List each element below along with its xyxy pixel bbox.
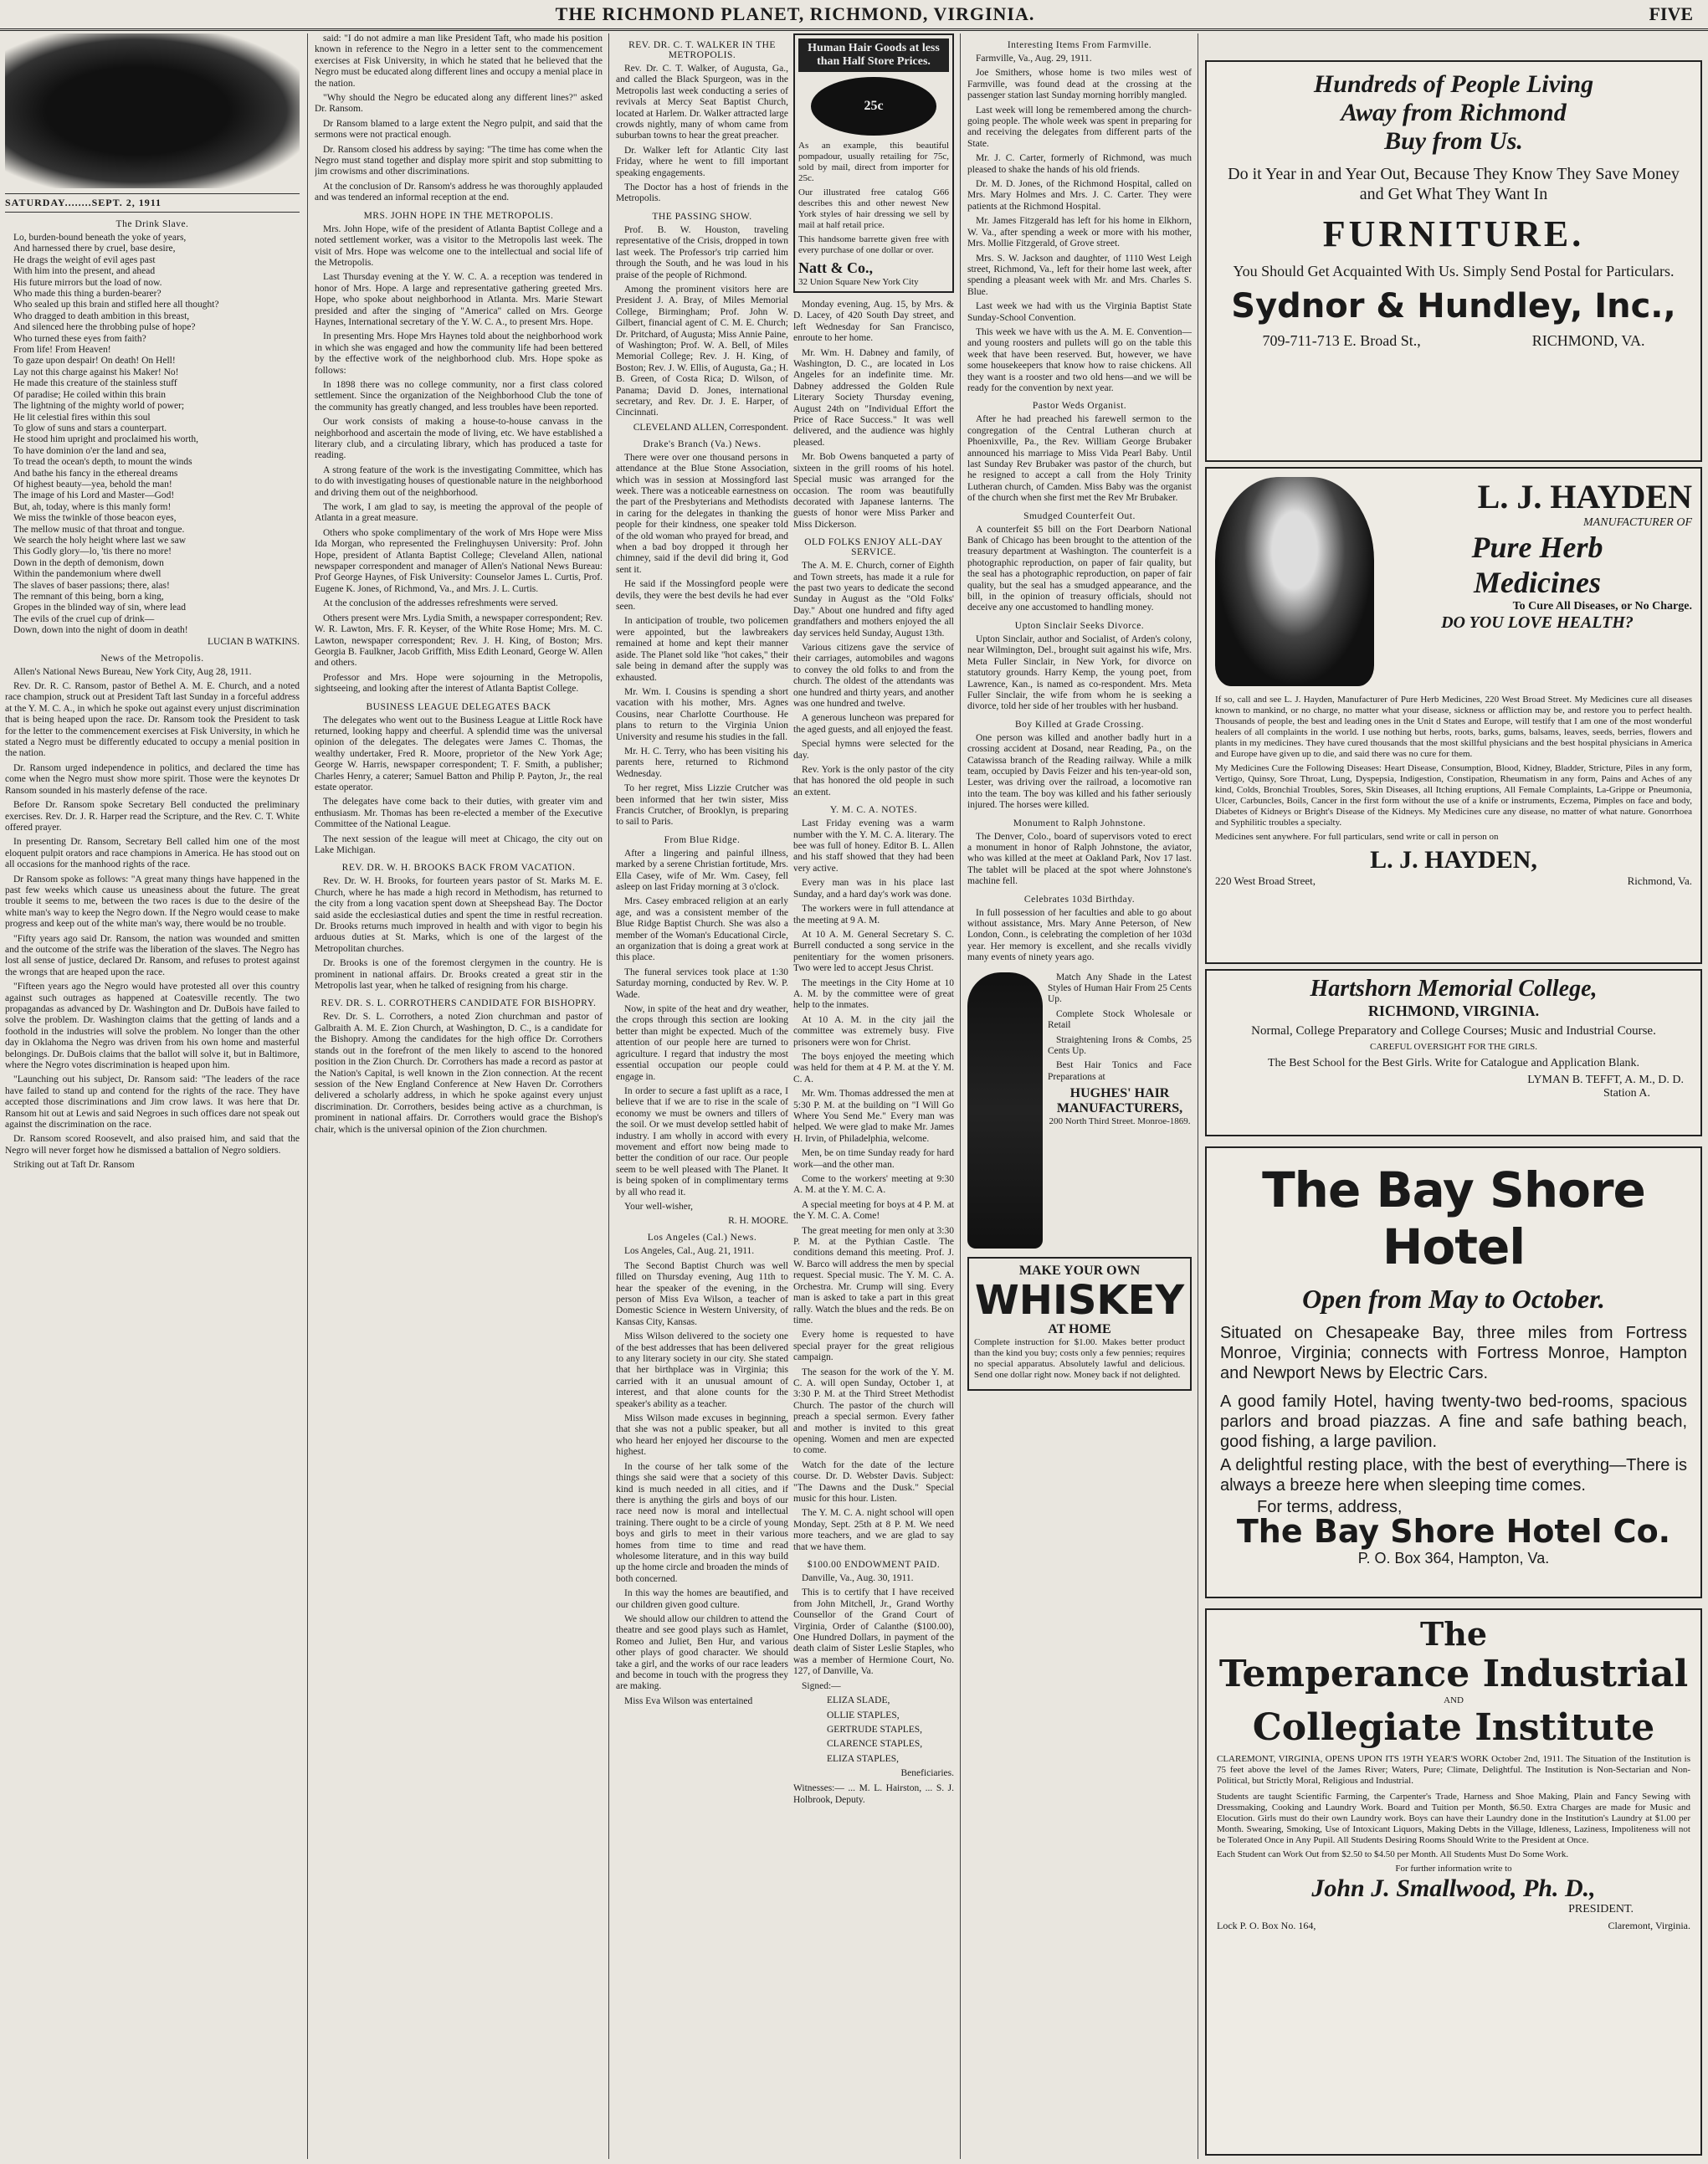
- news-metropolis-body: [5, 667, 300, 1172]
- blue-ridge-byline: R. H. MOORE.: [728, 1216, 788, 1227]
- paragraph: Rev. Dr. S. L. Corrothers, a noted Zion churchman and pastor of Galbraith A. M. E. Zion Church, at Washington, D. C., is a candidate for the Bishopry. Among the candidates for the high office Dr. Corrothers stands out in the forefront of the men likely to ascend to the honored position in the Zion Church. Dr. Corrothers has made a record as pastor at the Nation's Capital, is well known in the Zion connection. At the recent session of the New England Conference at New Haven Dr. Corrothers delivered a scholarly address, in which he spoke against every unjust discrimination. Dr. Corrothers, besides being active as a churchman, is prominent in national affairs. Dr. Corrothers would grace the Bishop's chair, which is the universal opinion of the Zion churchmen.: [315, 1012, 603, 1135]
- hartshorn-school: The Best School for the Best Girls. Write for Catalogue and Application Blank.: [1268, 1057, 1639, 1069]
- temperance-text2: Students are taught Scientific Farming, the Carpenter's Trade, Harness and Shoe Making, Plain and Fancy Sewing with Dressmaking, Cooking and Laundry Work. Board and Tuition per Month, $6.50. Extra Charges are made for Music and Elocution. Girls must do their own Laundry work. Boys can have their Laundry done in the Institution's Laundry at $1.00 per Month. Swearing, Smoking, Use of Intoxicant Liquors, Making Debts in the Village, Idleness, Laziness, Impoliteness will not be Tolerated Once in Any Pupil. All Students Desiring Rooms Should Write to the President at Once.: [1217, 1792, 1690, 1845]
- poem-line: He lit celestial fires within this soul: [13, 412, 151, 423]
- poem-line: Who turned these eyes from faith?: [13, 333, 146, 344]
- paragraph: Last week will long be remembered among the church-going people. The whole week was spent in preparing for and receiving the delegates from different parts of the State.: [967, 105, 1192, 149]
- paragraph: Every home is requested to have special prayer for the great religious campaign.: [793, 1330, 954, 1363]
- natt-firm: Natt & Co.,: [798, 259, 873, 276]
- paragraph: In full possession of her faculties and able to go about without assistance, Mrs. Mary Anne Peterson, of New London, Conn., is celebrating the completion of her 103d year. Her memory is excellent, and she recalls vividly many events of ninety years ago.: [967, 907, 1192, 963]
- paragraph: Mr. Wm. Thomas addressed the men at 5:30 P. M. at the building on "I Will Go Where You Send Me." Every man was helped. We were glad to make Mr. James H. Irvin, of Philadelphia, welcome.: [793, 1089, 954, 1144]
- column-4: [793, 33, 954, 2159]
- paragraph: The Denver, Colo., board of supervisors voted to erect a monument in honor of Ralph Johnstone, the aviator, who was killed at the meet at Oakland Park, Nov 17 last. The tablet will be placed at the spot where Johnstone's machine fell.: [967, 831, 1192, 887]
- hughes-lines: [1048, 972, 1192, 1084]
- hartshorn-text: Normal, College Preparatory and College Courses; Music and Industrial Course.: [1251, 1024, 1656, 1038]
- hayden-cures: To Cure All Diseases, or No Charge.: [1512, 600, 1692, 613]
- paragraph: Monday evening, Aug. 15, by Mrs. & D. Lacey, of 420 South Day street, and left Wednesday for San Francisco, enroute to her home.: [793, 300, 954, 344]
- page-number: FIVE: [1649, 3, 1693, 24]
- passing-body: [616, 225, 788, 419]
- paragraph: Mr. Wm. I. Cousins is spending a short vacation with his mother, Mrs. Agnes Cousins, near Charlotte Courthouse. He plans to return to the Virginia Union University and resume his studies in the fall.: [616, 686, 788, 742]
- hartshorn-president: LYMAN B. TEFFT, A. M., D. D.: [1527, 1074, 1684, 1086]
- endowment-body: [793, 1573, 954, 1692]
- paragraph: To her regret, Miss Lizzie Crutcher was been informed that her twin sister, Miss Francis Crutcher, of Brooklyn, is preparing to sail to Paris.: [616, 783, 788, 828]
- poem-line: Of paradise; He coiled within this brain: [13, 389, 167, 400]
- paragraph: After a lingering and painful illness, marked by a serene Christian fortitude, Mrs. Ella Casey, wife of Mr. Wm. Casey, fell asleep on last Friday morning at 3 o'clock.: [616, 848, 788, 892]
- paragraph: A strong feature of the work is the investigating Committee, which has to do with investigating houses of questionable nature in the neighborhood and driving them out of the neighborhood.: [315, 464, 603, 498]
- paragraph: Miss Wilson made excuses in beginning, that she was not a public speaker, but all who heard her enjoyed her discourse to the highest.: [616, 1413, 788, 1458]
- paragraph: Los Angeles, Cal., Aug. 21, 1911.: [624, 1246, 755, 1257]
- poem-line: He stood him upright and proclaimed his worth,: [13, 434, 199, 445]
- poem-line: To tread the ocean's depth, to mount the winds: [13, 457, 192, 468]
- issue-date: SATURDAY........SEPT. 2, 1911: [5, 193, 300, 213]
- endowment-beneficiaries: Beneficiaries.: [900, 1768, 954, 1779]
- paragraph: A generous luncheon was prepared for the aged guests, and all enjoyed the feast.: [793, 713, 954, 735]
- paragraph: Dr. Walker left for Atlantic City last Friday, where he went to fill important speaking engagements.: [616, 145, 788, 178]
- poem-line: To gaze upon despair! On death! On Hell!: [13, 356, 176, 367]
- drakes-body: [616, 453, 788, 828]
- poem-line: His future mirrors but the load of now.: [13, 277, 162, 288]
- temperance-president: John J. Smallwood, Ph. D.,: [1311, 1874, 1596, 1902]
- hayden-question: DO YOU LOVE HEALTH?: [1441, 613, 1634, 632]
- paragraph: Rev. Dr. R. C. Ransom, pastor of Bethel A. M. E. Church, and a noted race champion, struck out at President Taft last Sunday in a forceful address at the Y. M. C. A., in which he spoke out against every unjust discrimination that is being heaped upon the race. Dr. Ransom took the President to task for the letter to the commencement exercises at Fisk University, in which he stated a Negro must be differently educated to occupy a menial position in the nation.: [5, 681, 300, 759]
- sydnor-furniture: FURNITURE.: [1322, 213, 1585, 254]
- masthead-title: THE RICHMOND PLANET, RICHMOND, VIRGINIA.: [555, 3, 1035, 24]
- bayshore-company: The Bay Shore Hotel Co.: [1236, 1513, 1671, 1551]
- bayshore-terms: For terms, address,: [1257, 1498, 1403, 1516]
- league-body: [315, 715, 603, 857]
- paragraph: Danville, Va., Aug. 30, 1911.: [802, 1573, 914, 1584]
- paragraph: Prof. B. W. Houston, traveling representative of the Crisis, dropped in town last week. The Professor's trip carried him through the South, and he was loud in his praise of the people of Richmond.: [616, 224, 788, 280]
- farmville-title: Interesting Items From Farmville.: [1007, 40, 1152, 50]
- paragraph: Striking out at Taft Dr. Ransom: [13, 1160, 135, 1171]
- paragraph: Men, be on time Sunday ready for hard work—and the other man.: [793, 1148, 954, 1170]
- paragraph: Others present were Mrs. Lydia Smith, a newspaper correspondent; Rev. W. R. Lawton, Mrs. F. R. Keyser, of the White Rose Home; Mrs. M. C. Lawton, newspaper correspondent; Rev. J. H. King, of Boston; Mrs. Georgia B. Faulkner, Jacob Griffith, Miss Edith Leonard, George W. Allen and others.: [315, 613, 603, 669]
- paragraph: Allen's National News Bureau, New York City, Aug 28, 1911.: [13, 666, 252, 677]
- paragraph: Your well-wisher,: [624, 1201, 694, 1212]
- hope-title: MRS. JOHN HOPE IN THE METROPOLIS.: [363, 210, 554, 221]
- portrait-icon: [1215, 477, 1374, 686]
- boy-title: Boy Killed at Grade Crossing.: [1014, 719, 1145, 730]
- temperance-text: CLAREMONT, VIRGINIA, OPENS UPON ITS 19TH YEAR'S WORK October 2nd, 1911. The Situation of the Institution is 75 feet above the level of the James River; Waters, Pure; Climate, Delightful. The Institution is Non-Sectarian and Non-Political, but Strictly Moral, Religious and Industrial.: [1217, 1754, 1690, 1786]
- paragraph: Best Hair Tonics and Face Preparations at: [1048, 1060, 1192, 1082]
- paragraph: At 10 A. M. General Secretary S. C. Burrell conducted a song service in the penitentiary for the women prisoners. Two were led to accept Jesus Christ.: [793, 929, 954, 974]
- hayden-line2: Medicines: [1474, 566, 1601, 599]
- poem-line: And silenced here the throbbing pulse of hope?: [13, 322, 196, 333]
- whiskey-ad: [967, 1257, 1192, 1391]
- paragraph: Watch for the date of the lecture course. Dr. D. Webster Davis. Subject: "The Dawns and the Dusk." Special music for this hour. Listen.: [793, 1459, 954, 1504]
- paragraph: Various citizens gave the service of their carriages, automobiles and wagons to convey the old folks to and from the church. The oldest of the attendants was one hundred and thirty years, and another was one hundred and twelve.: [793, 642, 954, 709]
- poem-line: The image of his Lord and Master—God!: [13, 490, 175, 501]
- bayshore-ad: [1205, 1146, 1702, 1598]
- paragraph: Every man was in his place last Sunday, and a hard day's work was done.: [793, 878, 954, 900]
- corrothers-body: [315, 1012, 603, 1135]
- brooks-title: REV. DR. W. H. BROOKS BACK FROM VACATION.: [341, 863, 576, 874]
- whiskey-text: Complete instruction for $1.00. Makes better product than the kind you buy; costs only a few pennies; requires no special apparatus. Absolutely lawful and delicious. Send one dollar right now. Money back if not delighted.: [974, 1336, 1185, 1380]
- paragraph: Mr. Wm. H. Dabney and family, of Washington, D. C., are located in Los Angeles for an indefinite time. Mr. Dabney addressed the Golden Rule Literary Society Thursday evening, August 24th on "Individual Effort the Price of Race Success." It was well delivered, and the audience was highly pleased.: [793, 347, 954, 448]
- hartshorn-oversight: CAREFUL OVERSIGHT FOR THE GIRLS.: [1370, 1042, 1537, 1052]
- poem-line: The evils of the cruel cup of drink—: [13, 613, 155, 624]
- hartshorn-name: Hartshorn Memorial College,: [1310, 976, 1598, 1002]
- poem-line: Of highest beauty—yea, behold the man!: [13, 479, 172, 490]
- temperance-the: The: [1419, 1615, 1488, 1653]
- temperance-line1: Temperance Industrial: [1218, 1653, 1689, 1695]
- whiskey-line1: MAKE YOUR OWN: [1018, 1263, 1141, 1278]
- paragraph: Upton Sinclair, author and Socialist, of Arden's colony, near Wilmington, Del., brought suit against his wife, Mrs. Meta Fuller Sinclair, in New York, for divorce on statutory grounds. Harry Kemp, the young poet, from Lawrence, Kan., is named as co-respondent. Mrs. Meta Fuller Sinclair, the wife from whom he is seeking a divorce, told her side of her troubles with her husband.: [967, 633, 1192, 712]
- sydnor-line3: Buy from Us.: [1384, 127, 1523, 155]
- paragraph: Straightening Irons & Combs, 25 Cents Up.: [1048, 1034, 1192, 1057]
- hayden-ad: [1205, 467, 1702, 964]
- poem-line: He drags the weight of evil ages past: [13, 254, 156, 265]
- sydnor-line2: Away from Richmond: [1341, 99, 1567, 126]
- poem-line: Down in the depth of demonism, down: [13, 557, 164, 568]
- paragraph: Mr. James Fitzgerald has left for his home in Elkhorn, W. Va., after spending a week or more with his mother, Mrs. Mollie Fitzgerald, of Grove street.: [967, 216, 1192, 249]
- paragraph: Rev. Dr. W. H. Brooks, for fourteen years pastor of St. Marks M. E. Church, where he has made a high record in Methodism, has returned to the city from a long vacation spent down at Sheepshead Bay. The Doctor said aside the ecclesiastical duties and spent the time in restful recreation. Dr. Brooks returns much improved in health and with vigor to begin his arduous duties at St. Marks, which is one of the largest of the Metropolitan churches.: [315, 876, 603, 954]
- paragraph: ELIZA STAPLES,: [827, 1753, 899, 1764]
- blue-ridge-title: From Blue Ridge.: [664, 834, 741, 845]
- poem-title: The Drink Slave.: [115, 219, 189, 229]
- poem-line: From life! From Heaven!: [13, 345, 111, 356]
- whiskey-line2: WHISKEY: [974, 1276, 1185, 1324]
- news-metropolis-title: News of the Metropolis.: [100, 653, 204, 664]
- paragraph: In 1898 there was no college community, nor a first class colored settlement. Since the organization of the Neighborhood Club the tone of the community has greatly changed, and less troubles have been reported.: [315, 379, 603, 413]
- farmville-body: [967, 54, 1192, 394]
- poem-line: We search the holy height where last we saw: [13, 535, 187, 546]
- paragraph: "Fifty years ago said Dr. Ransom, the nation was wounded and smitten and the outcome of the strife was the liberation of the slaves. The Negro has lost all sense of justice, declared Dr. Ransom, and refuses to protest against the wrongs that are heaped upon the race.: [5, 933, 300, 977]
- hayden-address: 220 West Broad Street,: [1215, 874, 1316, 887]
- poem-line: Down, down into the night of doom in death!: [13, 625, 188, 636]
- hayden-name2: L. J. HAYDEN,: [1370, 846, 1537, 874]
- paragraph: The boys enjoyed the meeting which was held for them at 4 P. M. at the Y. M. C. A.: [793, 1051, 954, 1085]
- paragraph: Professor and Mrs. Hope were sojourning in the Metropolis, sightseeing, and looking after the interest of Atlanta Baptist College.: [315, 672, 603, 695]
- poem-line: And bathe his fancy in the ethereal dreams: [13, 468, 178, 479]
- paragraph: Dr Ransom blamed to a large extent the Negro pulpit, and said that the sermons were not practical enough.: [315, 118, 603, 141]
- paragraph: Mr. Bob Owens banqueted a party of sixteen in the grill rooms of his hotel. Special music was arranged for the occasion. The room was beautifully decorated with Japanese lanterns. The guests of honor were Miss Parker and Miss Dickerson.: [793, 452, 954, 530]
- paragraph: A special meeting for boys at 4 P. M. at the Y. M. C. A. Come!: [793, 1199, 954, 1222]
- paragraph: Complete Stock Wholesale or Retail: [1048, 1008, 1192, 1031]
- counterfeit-title: Smudged Counterfeit Out.: [1023, 510, 1136, 521]
- paragraph: Dr. M. D. Jones, of the Richmond Hospital, called on Mrs. Mary Holmes and Mrs. J. C. Carter. They were patients at the Richmond Hospital.: [967, 179, 1192, 212]
- drakes-title: Drake's Branch (Va.) News.: [643, 438, 762, 449]
- paragraph: ELIZA SLADE,: [827, 1695, 890, 1706]
- paragraph: We should allow our children to attend the theatre and see good plays such as Hamlet, Romeo and Juliet, Ben Hur, and various other plays of good character. We should take a girl, and the works of our race leaders and become in touch with the progress they are making.: [616, 1613, 788, 1692]
- paragraph: Mrs. John Hope, wife of the president of Atlanta Baptist College and a noted settlement worker, was a visitor to the Metropolis last week. The visit of Mrs. Hope was welcome one to the intellectual and social life of the Metropolis.: [315, 223, 603, 268]
- natt-barrette: This handsome barrette given free with every purchase of one dollar or over.: [798, 234, 949, 255]
- paragraph: In presenting Dr. Ransom, Secretary Bell called him one of the most eloquent pulpit orators and race champions in America. He has stood out on all occasions for the manhood rights of the race.: [5, 837, 300, 870]
- ymca-body: [793, 818, 954, 1553]
- organist-body: [967, 414, 1192, 504]
- temperance-line2: Collegiate Institute: [1252, 1706, 1655, 1749]
- hayden-city: Richmond, Va.: [1627, 874, 1692, 887]
- paragraph: Joe Smithers, whose home is two miles west of Farmville, was found dead at the crossing at the passenger station last Sunday morning horribly mangled.: [967, 68, 1192, 101]
- masthead: [0, 0, 1708, 31]
- paragraph: Mrs. S. W. Jackson and daughter, of 1110 West Leigh street, Richmond, Va., left for their home last week, after spending a pleasant week with Mr. and Mrs. Charles S. Blue.: [967, 253, 1192, 297]
- paragraph: Dr. Brooks is one of the foremost clergymen in the country. He is prominent in national affairs. Dr. Brooks created a great stir in the Metropolis last year, when he talked of resigning from his charge.: [315, 958, 603, 992]
- paragraph: The meetings in the City Home at 10 A. M. by the committee were of great help to the inmates.: [793, 977, 954, 1011]
- poem-author: LUCIAN B WATKINS.: [208, 636, 300, 647]
- whiskey-line3: AT HOME: [1048, 1321, 1111, 1336]
- hughes-firm: HUGHES' HAIR MANUFACTURERS,: [1056, 1086, 1183, 1116]
- sydnor-ad: [1205, 60, 1702, 462]
- paragraph: The A. M. E. Church, corner of Eighth and Town streets, has made it a rule for the past two years to dedicate the second Sunday in August as the "Old Folks' Day." About one hundred and fifty aged grandfathers and mothers enjoyed the all day services held Sunday, August 13th.: [793, 561, 954, 638]
- celebrates-body: [967, 908, 1192, 964]
- natt-headline: Human Hair Goods at less than Half Store Prices.: [798, 38, 949, 72]
- paragraph: Miss Eva Wilson was entertained: [624, 1695, 753, 1706]
- paragraph: The workers were in full attendance at the meeting at 9 A. M.: [793, 904, 954, 926]
- hope-body: [315, 224, 603, 695]
- paragraph: said: "I do not admire a man like President Taft, who made his position known in reference to the Negro in a letter sent to the commencement exercises at Fisk University, in which he stated that he believed that the Negro must be educated along different lines and occupy a menial place in the nation.: [315, 33, 603, 89]
- poem-line: The mellow music of that throat and tongue.: [13, 524, 185, 535]
- bayshore-title: The Bay Shore Hotel: [1262, 1161, 1645, 1275]
- paragraph: The Second Baptist Church was well filled on Thursday evening, Aug 11th to hear the speaker of the evening, in the person of Miss Eva Wilson, a teacher of Domestic Science in Western University, of Kansas City, Kansas.: [616, 1260, 788, 1327]
- hughes-address: 200 North Third Street. Monroe-1869.: [1049, 1116, 1191, 1127]
- paragraph: "Fifteen years ago the Negro would have protested all over this country against such outrages as happened at Coatesville recently. The two propagandas as advanced by Dr. Washington and Dr. DuBois have failed to solve the problem. Dr. Washington claims that the getting of lands and a foothold in the industries will solve the problem. No longer than the other day in Oklahoma the Negro was driven from his own home and masterful belongings. Dr. DuBois claims that the ballot will solve it, but in Baltimore, where the Negro votes discrimination is heaped upon him.: [5, 982, 300, 1071]
- monument-body: [967, 832, 1192, 888]
- natt-text: As an example, this beautiful pompadour, usually retailing for 75c, sold by mail, direct from importer for 25c.: [798, 141, 949, 183]
- column-3: [616, 33, 788, 2159]
- paragraph: The great meeting for men only at 3:30 P. M. at the Pythian Castle. The conditions demand this meeting. Prof. J. W. Barco will address the men by special request. Special music. The Y. M. C. A. Orchestra. Mr. Crump will sing. Every man is asked to take a part in this great rally. Watch the blues and the reds. Be on time.: [793, 1225, 954, 1326]
- temperance-ad: [1205, 1608, 1702, 2156]
- column-2: [315, 33, 603, 2159]
- old-folks-title: OLD FOLKS ENJOY ALL-DAY SERVICE.: [804, 537, 943, 558]
- bayshore-p2: A good family Hotel, having twenty-two bed-rooms, spacious parlors and broad piazzas. A fine and safe bathing beach, good fishing, a large pavilion.: [1220, 1392, 1687, 1451]
- paragraph: One person was killed and another badly hurt in a crossing accident at Dosand, near Reading, Pa., on the Catawissa branch of the Reading railway. While a milk team, occupied by Davis Feizer and his ten-year-old son, Lester, was driving over the railroad, a locomotive ran into the team. The boy was killed and his father seriously injured. The horses were killed.: [967, 732, 1192, 811]
- sinclair-title: Upton Sinclair Seeks Divorce.: [1014, 620, 1145, 631]
- paragraph: There were over one thousand persons in attendance at the Blue Stone Association, which was in session at Mossingford last week. There was a noticeable earnestness on the part of the Presbyterians and Methodists in caring for the delegates in thanking the people for their kindness, one speaker told of the old woman who prayed for bread, and when a bad boy dropped it through her chimney, said if the devil did bring it, God sent it.: [616, 452, 788, 575]
- temperance-title: PRESIDENT.: [1568, 1903, 1634, 1915]
- sydnor-line1: Hundreds of People Living: [1313, 70, 1594, 98]
- poem-line: But, ah, today, where is this manly form!: [13, 501, 172, 512]
- temperance-text3: Each Student can Work Out from $2.50 to $4.50 per Month. All Students Must Do Some Work.: [1217, 1849, 1569, 1859]
- passing-title: THE PASSING SHOW.: [652, 211, 752, 222]
- paragraph: The Doctor has a host of friends in the Metropolis.: [616, 182, 788, 204]
- poem-line: And harnessed there by cruel, base desire,: [13, 244, 176, 254]
- column-1: [5, 33, 300, 2159]
- paragraph: Dr. Ransom scored Roosevelt, and also praised him, and said that the Negro will never forget how he dismissed a battalion of Negro soldiers.: [5, 1134, 300, 1156]
- paragraph: Mr. J. C. Carter, formerly of Richmond, was much pleased to shake the hands of his old friends.: [967, 153, 1192, 175]
- paragraph: At the conclusion of the addresses refreshments were served.: [323, 598, 558, 609]
- paragraph: Last Friday evening was a warm number with the Y. M. C. A. literary. The bee was full of honey. Editor B. L. Allen and his staff showed that they had been very active.: [793, 818, 954, 874]
- poem-line: Lay not this charge against his Maker! No!: [13, 367, 179, 377]
- celebrates-title: Celebrates 103d Birthday.: [1023, 894, 1136, 905]
- poem-line: Who dragged to death ambition in this breast,: [13, 310, 190, 321]
- league-title: BUSINESS LEAGUE DELEGATES BACK: [366, 701, 551, 712]
- sydnor-firm: Sydnor & Hundley, Inc.,: [1231, 287, 1676, 326]
- column-5: [967, 33, 1192, 2159]
- temperance-city: Claremont, Virginia.: [1608, 1920, 1690, 1931]
- ransom-continued: [315, 33, 603, 204]
- poem: [5, 233, 300, 637]
- paragraph: The Y. M. C. A. night school will open Monday, Sept. 25th at 8 P. M. We need more teachers, and we are glad to say that we have them.: [793, 1508, 954, 1552]
- hayden-line1: Pure Herb: [1471, 531, 1603, 564]
- paragraph: Last Thursday evening at the Y. W. C. A. a reception was tendered in honor of Mrs. Hope. A large and representative gathering greeted Mrs. Hope, who spoke about neighborhood in Atlanta. Mrs. Marie Stewart presided and after the singing of "America" called on Mrs. George Haynes, International secretary of the Y. W. C. A., to present Mrs. Hope.: [315, 272, 603, 327]
- paragraph: Rev. York is the only pastor of the city that has honored the old people in such an extent.: [793, 765, 954, 797]
- poem-line: Who sealed up this brain and stifled here all thought?: [13, 300, 219, 310]
- hayden-mail: Medicines sent anywhere. For full particulars, send write or call in person on: [1215, 832, 1499, 842]
- endowment-title: $100.00 ENDOWMENT PAID.: [807, 1560, 941, 1571]
- paragraph: In order to secure a fast uplift as a race, I believe that if we are to rise in the scale of economy we must be owners and tillers of the soil. Or we must develop settled habit of industry. I am wholly in accord with every movement and effort now being made to better the condition of our race. Our people seem to be well pleased with The Planet. It is being spoken of in complimentary terms by all who read it.: [616, 1085, 788, 1197]
- sydnor-text2: You Should Get Acquainted With Us. Simply Send Postal for Particulars.: [1233, 263, 1675, 279]
- brooks-body: [315, 876, 603, 992]
- poem-line: The lightning of the mighty world of power;: [13, 401, 185, 412]
- paragraph: Before Dr. Ransom spoke Secretary Bell conducted the preliminary exercises. Rev. Dr. J. R. Harper read the Scripture, and the Rev. C. T. White offered prayer.: [5, 800, 300, 833]
- paragraph: CLARENCE STAPLES,: [827, 1739, 923, 1750]
- poem-line: We miss the twinkle of those beacon eyes,: [13, 513, 177, 524]
- paragraph: Mr. H. C. Terry, who has been visiting his parents here, returned to Richmond Wednesday.: [616, 746, 788, 779]
- poem-line: This Godly glory—lo, 'tis there no more!: [13, 546, 172, 557]
- paragraph: At the conclusion of Dr. Ransom's address he was thoroughly applauded and was tendered an informal reception at the end.: [315, 181, 603, 203]
- paragraph: A counterfeit $5 bill on the Fort Dearborn National Bank of Chicago has been brought to the attention of the treasury department at Washington. The counterfeit is a photographic reproduction, on paper of fair quality, but the seal has a photographic reproduction, on paper of fair quality, but the seal has a smudged appearance, and the bill, in the opinion of treasury officials, should not deceive any one accustomed to handling money.: [967, 524, 1192, 613]
- paragraph: Miss Wilson delivered to the society one of the best addresses that has been delivered to any literary society in our city. She stated that her birthplace was in Virginia; this carried with it an unusual amount of interest, and that alone counts for the speaker's ability as a teacher.: [616, 1331, 788, 1409]
- boy-body: [967, 733, 1192, 812]
- natt-ad: [793, 33, 954, 293]
- la-title: Los Angeles (Cal.) News.: [647, 1233, 757, 1244]
- paragraph: "Why should the Negro be educated along any different lines?" asked Dr. Ransom.: [315, 93, 603, 115]
- paragraph: In anticipation of trouble, two policemen were appointed, but the lawbreakers remained at home and kept their manner aside. The Planet sold like "hot cakes," their sale being in demand after the supply was exhausted.: [616, 616, 788, 683]
- paragraph: GERTRUDE STAPLES,: [827, 1724, 923, 1735]
- hartshorn-city: RICHMOND, VIRGINIA.: [1367, 1003, 1540, 1019]
- paragraph: The work, I am glad to say, is meeting the approval of the people of Atlanta in a great measure.: [315, 502, 603, 524]
- paragraph: This is to certify that I have received from John Mitchell, Jr., Grand Worthy Counsellor of the Grand Court of Virginia, Order of Calanthe ($100.00), One Hundred Dollars, in payment of the death claim of Sister Leslie Staples, who was a member of Hermione Court, No. 127, of Danville, Va.: [793, 1587, 954, 1677]
- hayden-diseases: My Medicines Cure the Following Diseases: Heart Disease, Consumption, Blood, Kidney, Bladder, Stricture, Piles in any form, Vertigo, Quinsy, Sore Throat, Lung, Dyspepsia, Indigestion, Constipation, Rheumatism in any form, Pains and Aches of any kind, Colds, Bronchial Troubles, Sores, Skin Diseases, all Itching eruptions, All Female Complaints, La-Grippe or Pneumonia, Ulcer, Carbuncles, Boils, Cancer in the first form without the use of a knife or instruments, Eczema, Pimples on face and body, Diabetes of Kidneys or Bright's Disease of the Kidneys. My Medicines cure any disease, no matter of what nature. Gonorrhoea and Syphilitic troubles a specialty.: [1215, 763, 1692, 828]
- poem-line: Gropes in the blinded way of sin, where lead: [13, 603, 186, 613]
- paragraph: In this way the homes are beautified, and our children given good culture.: [616, 1588, 788, 1610]
- paragraph: The season for the work of the Y. M. C. A. will open Sunday, October 1, at 3:30 P. M. at the Third Street Methodist Church. The pastor of the church will preach a special sermon. Every father and mother is invited to this great opening. Women and men are expected to come.: [793, 1367, 954, 1456]
- sinclair-body: [967, 634, 1192, 713]
- paragraph: The delegates have come back to their duties, with greater vim and enthusiasm. Mr. Thomas has been re-elected a member of the Executive Committee of the National League.: [315, 797, 603, 830]
- endowment-names: [793, 1695, 954, 1765]
- passing-byline: CLEVELAND ALLEN, Correspondent.: [633, 422, 788, 433]
- hayden-name: L. J. HAYDEN: [1477, 478, 1692, 515]
- paragraph: Our work consists of making a house-to-house canvass in the neighborhood and ascertain the mode of living, etc. We have established a literary club, and a circulating library, which has produced a taste for reading.: [315, 417, 603, 461]
- sydnor-text: Do it Year in and Year Out, Because They Know They Save Money and Get What They Want In: [1228, 165, 1680, 203]
- hayden-text: If so, call and see L. J. Hayden, Manufacturer of Pure Herb Medicines, 220 West Broad Street. My Medicines cure all diseases known to mankind, or no charge, no matter what your disease, sickness or affliction may be, and restore you to perfect health. Thousands of people, the best and leading ones in the Unit d States and Europe, will testify that I am one of the most wonderful healers of all complaints in the world. I use nothing but herbs, roots, barks, gums, balsams, leaves, seeds, berries, flowers and plants in my medicines. They have cured thousands that the most skillful physicians and the best hospital physicians in America and Europe have given up to die, and said there was no cure for them.: [1215, 695, 1692, 759]
- bayshore-p1: Situated on Chesapeake Bay, three miles from Fortress Monroe, Virginia; connects with Fortress Monroe, Hampton and Newport News by Electric Cars.: [1220, 1324, 1687, 1382]
- paragraph: Last week we had with us the Virginia Baptist State Sunday-School Convention.: [967, 301, 1192, 323]
- la-continued: [793, 300, 954, 531]
- paragraph: This week we have with us the A. M. E. Convention—and young roosters and pullets will go on the table this week that have been reserved. But, however, we have some housekeepers that know how to raise chickens. All they want is a rooster and two old hens—and we will be ready for the convention by next year.: [967, 326, 1192, 393]
- sydnor-city: RICHMOND, VA.: [1531, 332, 1645, 349]
- organist-title: Pastor Weds Organist.: [1032, 401, 1127, 412]
- ymca-title: Y. M. C. A. NOTES.: [829, 805, 918, 816]
- paragraph: After he had preached his farewell sermon to the congregation of the Central Lutheran church at Phoenixville, Pa., the Rev. William George Brubaker announced his marriage to Miss Vida Pearl Baby. Until last Sunday Rev Brubaker was pastor of the church, but he resigned to accept a call from the Holy Trinity Lutheran church, of Camden. Miss Baby was the organist of the church when she first met the Rev Mr Brubaker.: [967, 414, 1192, 504]
- poem-line: Within the pandemonium where dwell: [13, 569, 162, 580]
- paragraph: Dr. Ransom urged independence in politics, and declared the time has come when the Negro must show more spirit. Those were the keynotes Dr Ransom sounded in his masterly defense of the race.: [5, 762, 300, 796]
- hartshorn-ad: [1205, 969, 1702, 1136]
- poem-line: Who made this thing a burden-bearer?: [13, 289, 162, 300]
- column-rule: [608, 33, 609, 2159]
- poem-line: The slaves of baser passions; there, alas!: [13, 580, 170, 591]
- natt-catalog: Our illustrated free catalog G66 describes this and other newest New York styles of hair dressing we sell by mail at half retail price.: [798, 187, 949, 230]
- paragraph: Signed:—: [802, 1680, 841, 1691]
- bayshore-p3: A delightful resting place, with the best of everything—There is always a breeze here when sleeping time comes.: [1220, 1456, 1687, 1495]
- paragraph: Match Any Shade in the Latest Styles of Human Hair From 25 Cents Up.: [1048, 972, 1192, 1005]
- hartshorn-station: Station A.: [1603, 1087, 1650, 1100]
- counterfeit-body: [967, 525, 1192, 614]
- corrothers-title: REV. DR. S. L. CORROTHERS CANDIDATE FOR BISHOPRY.: [321, 998, 597, 1009]
- bayshore-box: P. O. Box 364, Hampton, Va.: [1357, 1550, 1550, 1567]
- paragraph: The next session of the league will meet at Chicago, the city out on Lake Michigan.: [315, 833, 603, 855]
- hayden-sub: MANUFACTURER OF: [1582, 516, 1692, 529]
- walker-body: [616, 64, 788, 205]
- poem-line: With him into the present, and ahead: [13, 266, 156, 277]
- sydnor-address: 709-711-713 E. Broad St.,: [1262, 332, 1421, 349]
- paragraph: Rev. Dr. C. T. Walker, of Augusta, Ga., and called the Black Spurgeon, was in the Metropolis last week conducting a series of revivals at Mercy Seat Baptist Church, located at Harlem. Dr. Walker attracted large crowds nightly, many of whom came from suburban towns to hear the great preacher.: [616, 64, 788, 141]
- paragraph: The delegates who went out to the Business League at Little Rock have returned, looking happy and cheerful. A splendid time was the universal opinion of the delegates. The delegates were James C. Thomas, the wealthy undertaker, Fred R. Moore, proprietor of the New York Age; George W. Harris, newspaper correspondent; T. F. Smith, a publisher; Charles Henry, a caterer; Samuel Batton and Philip P. Payton, Jr., the real estate operator.: [315, 715, 603, 792]
- temperance-and: AND: [1444, 1695, 1464, 1705]
- paragraph: Now, in spite of the heat and dry weather, the crops through this section are looking better than might be expected. Much of the attention of our people here are turned to agriculture. I regard that industry the most essential occupation our people could engage in.: [616, 1004, 788, 1082]
- temperance-box: Lock P. O. Box No. 164,: [1217, 1920, 1316, 1931]
- poem-line: To have dominion o'er the land and sea,: [13, 445, 167, 456]
- bayshore-open: Open from May to October.: [1302, 1284, 1605, 1314]
- paragraph: Others who spoke complimentary of the work of Mrs Hope were Miss Ida Morgan, who represented the Frelinghuysen University: Prof. John Hope, president of Atlanta Baptist College; Cleveland Allen, national newspaper correspondent and manager of Allen's National News Bureau: Prof George Haynes, of Fisk University: Counselor James L. Curtis, Prof. Eugene K. Jones, of Richmond, Va., and Mrs. J. L. Curtis.: [315, 527, 603, 594]
- paragraph: Come to the workers' meeting at 9:30 A. M. at the Y. M. C. A.: [793, 1174, 954, 1196]
- column-rule: [960, 33, 961, 2159]
- blue-ridge-body: [616, 849, 788, 1213]
- la-body: [616, 1246, 788, 1707]
- paragraph: Among the prominent visitors here are President J. A. Bray, of Miles Memorial College, Birmingham; Prof. John W. Gilbert, financial agent of C. M. E. Church; Dr. Pritchard, of Augusta; Miss Annie Paine, of Washington; Prof. W. A. Bell, of Miles Memorial College; Rev. J. H. King, of Boston; Rev. J. W. Ellis, of Augusta, Ga.; H. B. Green, of Costa Rica; D. Wilson, of Panama; David D. Jones, international secretary, and Rev. Dr. J. E. Harper, of Cincinnati.: [616, 284, 788, 418]
- paragraph: In the course of her talk some of the things she said were that a society of this kind is much needed in all cities, and if there is anything the girls and boys of our race need now is moral and intellectual training. There ought to be a circle of young boys and girls to meet in their various homes from time to time and read wholesome literature, and in this way build up the home circle and broaden the minds of both concerned.: [616, 1461, 788, 1584]
- paragraph: In presenting Mrs. Hope Mrs Haynes told about the neighborhood work in which she was engaged and how the community life had been bettered by the effective work of the neighborhood club. Mrs. Hope spoke as follows:: [315, 331, 603, 376]
- poem-line: To glow of suns and stars a counterpart.: [13, 423, 167, 433]
- paragraph: Dr Ransom spoke as follows: "A great many things have happened in the past few weeks which cause us uneasiness about the future. The great trouble it seems to me, between the two races is due to the desire of the white man's way to keep the Negro down. If the Negro would cease to make progress and keep out of the white man's way, there would be no trouble.: [5, 874, 300, 930]
- endowment-witnesses: Witnesses:— ... M. L. Hairston, ... S. J. Holbrook, Deputy.: [793, 1783, 954, 1805]
- old-folks-body: [793, 561, 954, 798]
- paragraph: Dr. Ransom closed his address by saying: "The time has come when the Negro must stand together and display more spirit and stop submitting to jim crowisms and other discriminations.: [315, 144, 603, 177]
- paragraph: OLLIE STAPLES,: [827, 1710, 900, 1720]
- column-rule: [307, 33, 308, 2159]
- natt-price: 25c: [864, 99, 884, 113]
- paragraph: At 10 A. M. in the city jail the committee was extremely busy. Five prisoners were won for Christ.: [793, 1014, 954, 1048]
- paragraph: Mrs. Casey embraced religion at an early age, and was a consistent member of the Blue Ridge Baptist Church. She was also a member of the Woman's Educational Circle, an organization that is doing a great work at this place.: [616, 896, 788, 963]
- poem-line: He made this creature of the stainless stuff: [13, 378, 177, 389]
- pompadour-icon: [811, 77, 936, 136]
- paragraph: "Launching out his subject, Dr. Ransom said: "The leaders of the race have failed to stand up and contend for the rights of the race. They have accepted those discriminations and Jim crow laws. It was here that Dr. Ransom hit out at Lewis and said Negroes in such offices dare not speak out against the discrimination on the race.: [5, 1074, 300, 1131]
- monument-title: Monument to Ralph Johnstone.: [1013, 818, 1146, 828]
- hair-switch-icon: [967, 972, 1043, 1249]
- masthead-image: [5, 33, 300, 188]
- paragraph: Farmville, Va., Aug. 29, 1911.: [976, 54, 1092, 64]
- natt-address: 32 Union Square New York City: [798, 277, 919, 287]
- paragraph: He said if the Mossingford people were devils, they were the best devils he had ever seen.: [616, 579, 788, 613]
- poem-line: Lo, burden-bound beneath the yoke of years,: [13, 233, 187, 243]
- poem-line: The remnant of this being, born a king,: [13, 592, 164, 602]
- hughes-ad: [967, 972, 1192, 1249]
- temperance-info: For further information write to: [1395, 1864, 1512, 1874]
- paragraph: Special hymns were selected for the day.: [793, 739, 954, 761]
- walker-title: REV. DR. C. T. WALKER IN THE METROPOLIS.: [628, 40, 776, 60]
- paragraph: The funeral services took place at 1:30 Saturday morning, conducted by Rev. W. P. Wade.: [616, 967, 788, 1000]
